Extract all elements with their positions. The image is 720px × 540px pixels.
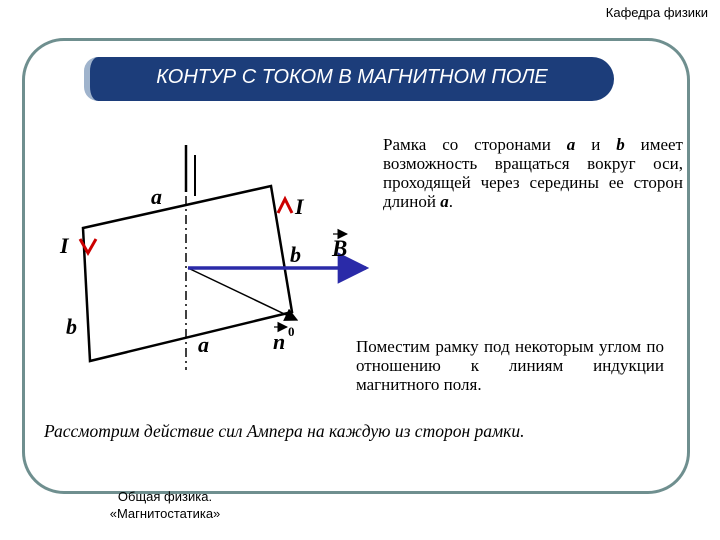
label-current-right: I — [295, 194, 304, 219]
label-field-b: B — [332, 236, 348, 261]
label-side-a-bottom: a — [198, 332, 209, 357]
department-label: Кафедра физики — [605, 5, 708, 20]
paragraph-ampere-forces: Рассмотрим действие сил Ампера на каждую из сторон рамки. — [44, 421, 525, 441]
label-normal-n: n — [273, 329, 286, 354]
label-side-a-top: a — [151, 184, 162, 209]
current-arrow-left-icon — [80, 239, 96, 253]
label-side-b-left: b — [66, 314, 77, 339]
current-frame — [83, 186, 292, 361]
footer-line-1: Общая физика. — [117, 489, 213, 504]
footer-line-2: «Магнитостатика» — [109, 506, 221, 521]
label-normal-sub: 0 — [288, 324, 295, 339]
paragraph-frame-description: Рамка со сторонами a и b имеет возможность вращаться вокруг оси, проходящей через середины ее сторон длиной a. — [383, 135, 683, 211]
label-side-b-right: b — [290, 242, 301, 267]
label-current-left: I — [60, 233, 69, 258]
normal-vector — [188, 268, 297, 320]
slide-title: КОНТУР С ТОКОМ В МАГНИТНОМ ПОЛЕ — [156, 66, 548, 88]
current-arrow-right-icon — [278, 199, 292, 213]
paragraph-frame-placement: Поместим рамку под некоторым углом по отношению к линиям индукции магнитного поля. — [356, 337, 664, 394]
